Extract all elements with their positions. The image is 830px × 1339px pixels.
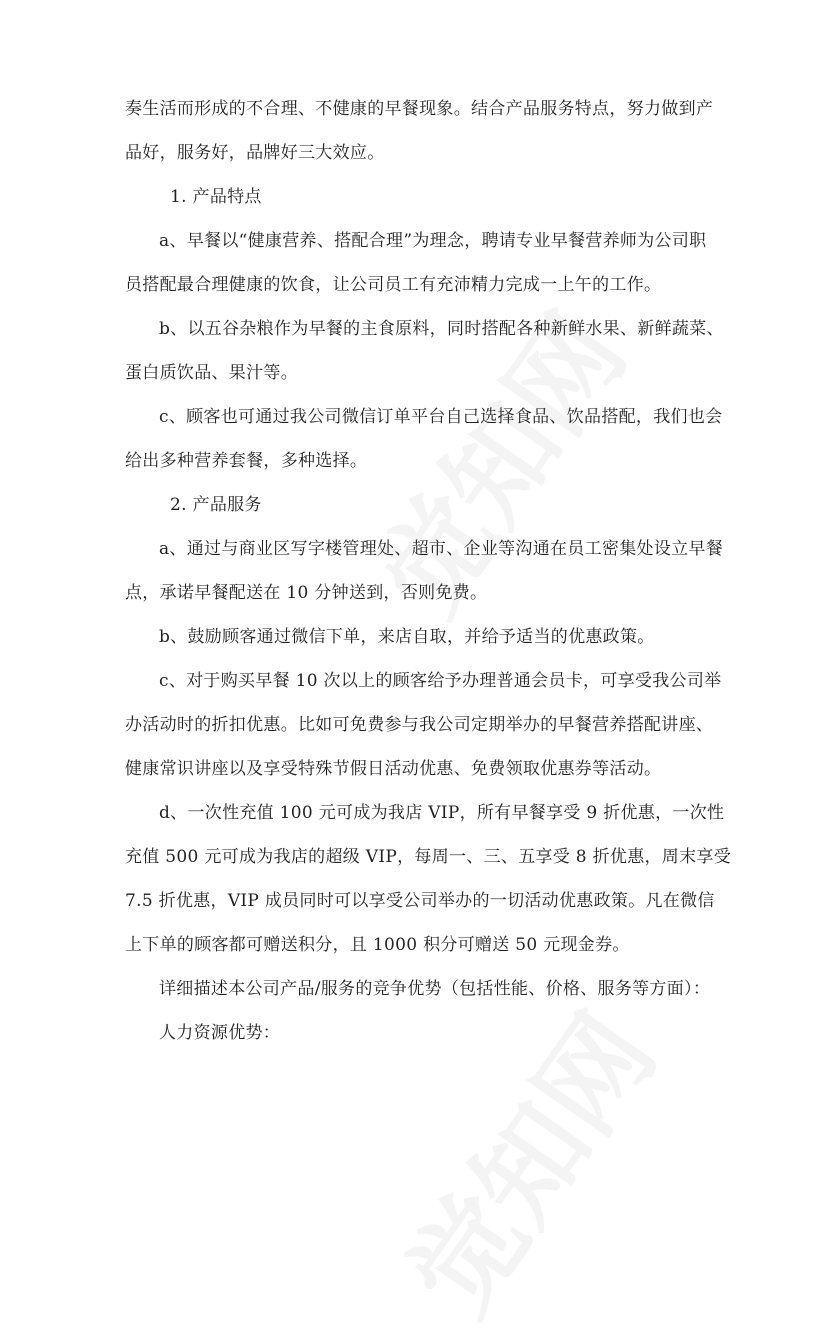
section-heading-product-service: 2. 产品服务 [170, 495, 262, 515]
paragraph-line: 健康常识讲座以及享受特殊节假日活动优惠、免费领取优惠券等活动。 [125, 759, 662, 779]
paragraph-line: c、顾客也可通过我公司微信订单平台自己选择食品、饮品搭配，我们也会 [159, 407, 723, 427]
paragraph-line: 点，承诺早餐配送在 10 分钟送到，否则免费。 [125, 583, 488, 603]
paragraph-line: 给出多种营养套餐，多种选择。 [125, 451, 368, 471]
paragraph-line: 充值 500 元可成为我店的超级 VIP，每周一、三、五享受 8 折优惠，周末享受 [125, 847, 732, 867]
paragraph-line: 员搭配最合理健康的饮食，让公司员工有充沛精力完成一上午的工作。 [125, 275, 662, 295]
paragraph-line: d、一次性充值 100 元可成为我店 VIP，所有早餐享受 9 折优惠，一次性 [159, 803, 725, 823]
paragraph-line: 详细描述本公司产品/服务的竞争优势（包括性能、价格、服务等方面）： [159, 979, 711, 999]
paragraph-line: 人力资源优势： [159, 1023, 281, 1043]
section-heading-product-features: 1. 产品特点 [170, 187, 262, 207]
paragraph-line: 7.5 折优惠，VIP 成员同时可以享受公司举办的一切活动优惠政策。凡在微信 [125, 891, 715, 911]
paragraph-line: 奏生活而形成的不合理、不健康的早餐现象。结合产品服务特点，努力做到产 [125, 99, 714, 119]
paragraph-line: 上下单的顾客都可赠送积分，且 1000 积分可赠送 50 元现金券。 [125, 935, 630, 955]
document-body [125, 87, 732, 1055]
paragraph-line: b、鼓励顾客通过微信下单，来店自取，并给予适当的优惠政策。 [159, 627, 655, 647]
paragraph-line: a、早餐以“健康营养、搭配合理”为理念，聘请专业早餐营养师为公司职 [159, 231, 707, 251]
paragraph-line: 品好，服务好，品牌好三大效应。 [125, 143, 385, 163]
paragraph-line: a、通过与商业区写字楼管理处、超市、企业等沟通在员工密集处设立早餐 [159, 539, 724, 559]
paragraph-line: 办活动时的折扣优惠。比如可免费参与我公司定期举办的早餐营养搭配讲座、 [125, 715, 714, 735]
paragraph-line: b、以五谷杂粮作为早餐的主食原料，同时搭配各种新鲜水果、新鲜蔬菜、 [159, 319, 724, 339]
paragraph-line: c、对于购买早餐 10 次以上的顾客给予办理普通会员卡，可享受我公司举 [159, 671, 722, 691]
paragraph-line: 蛋白质饮品、果汁等。 [125, 363, 298, 383]
